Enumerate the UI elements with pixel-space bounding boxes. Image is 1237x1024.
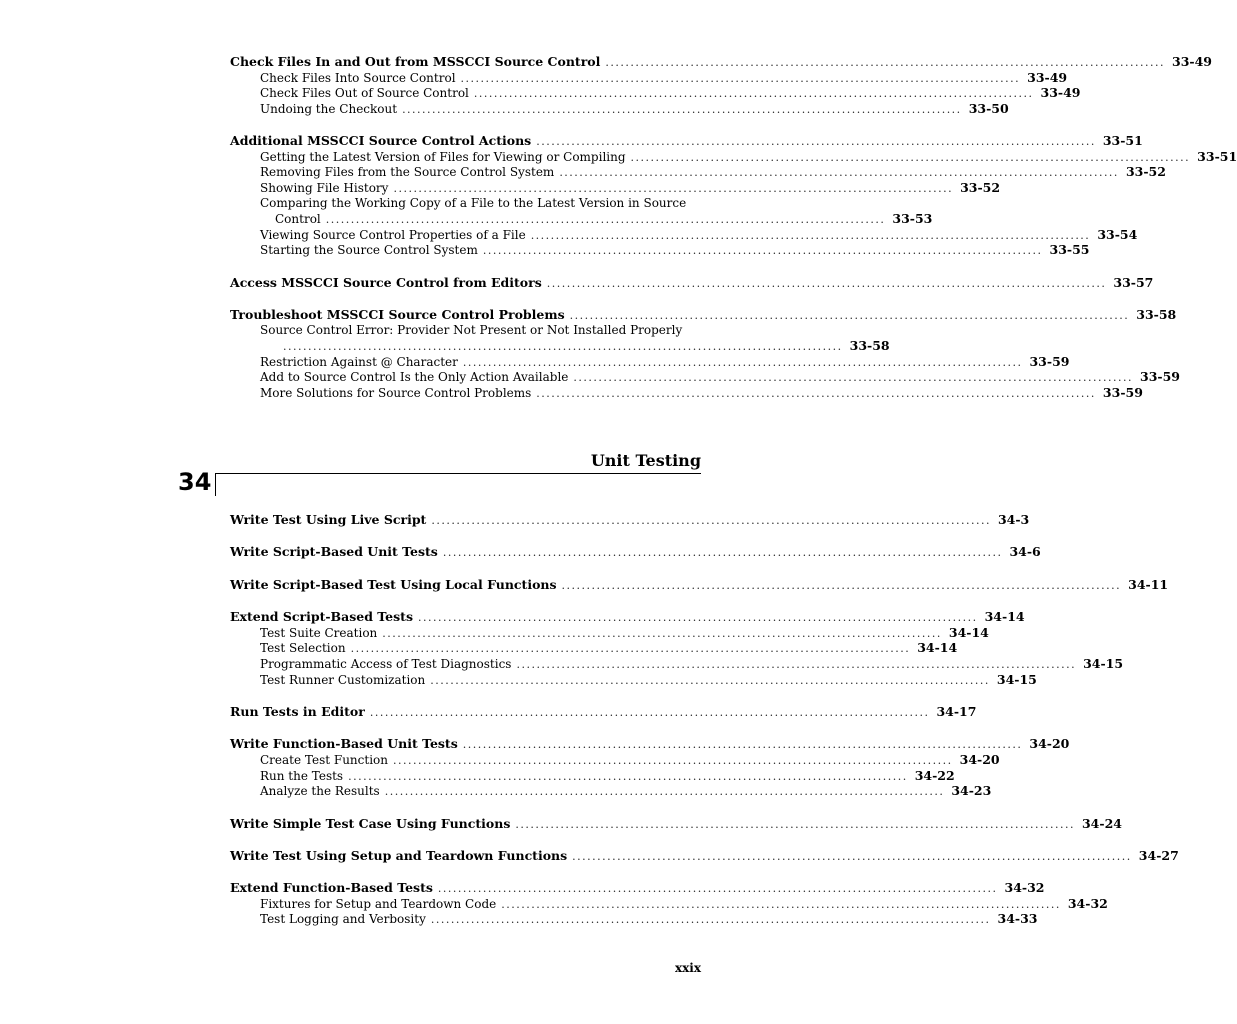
toc-entry-main[interactable] — [230, 544, 1041, 560]
toc-entry-page: 34-15 — [996, 671, 1037, 687]
toc-entry-title: Write Test Using Live Script — [230, 512, 427, 527]
dot-leader: ................................................................................................................ — [605, 56, 1165, 69]
toc-entry-page: 33-59 — [1102, 385, 1143, 401]
toc-entry-main[interactable] — [230, 133, 1143, 149]
toc-entry-title: More Solutions for Source Control Problems — [260, 386, 532, 401]
toc-entry-title: Starting the Source Control System — [260, 243, 478, 258]
toc-gap — [230, 831, 701, 848]
toc-entry-title: Analyze the Results — [260, 784, 380, 799]
toc-entry-main[interactable] — [230, 815, 1122, 832]
toc-entry-main[interactable] — [230, 880, 1045, 896]
dot-leader: ................................................................................................................ — [561, 578, 1122, 592]
toc-gap — [230, 863, 701, 880]
dot-leader: ................................................................................................................ — [516, 657, 1077, 671]
toc-entry-title: Add to Source Control Is the Only Action Available — [260, 370, 569, 385]
toc-entry-sub[interactable] — [230, 624, 989, 641]
toc-entry-sub[interactable] — [230, 353, 1070, 370]
toc-entry-title: Troubleshoot MSSCCI Source Control Problems — [230, 307, 565, 323]
dot-leader: ................................................................................................................ — [515, 817, 1075, 831]
toc-entry-sub[interactable] — [230, 164, 1166, 180]
toc-gap — [230, 258, 701, 275]
dot-leader: ................................................................................................................ — [325, 213, 886, 227]
toc-entry-main[interactable] — [230, 736, 1070, 752]
dot-leader: ................................................................................................................ — [384, 785, 945, 799]
toc-entry-title: Check Files In and Out from MSSCCI Source Control — [230, 54, 601, 69]
dot-leader: ................................................................................................................ — [382, 626, 942, 640]
dot-leader: ................................................................................................................ — [431, 514, 991, 527]
toc-entry-page: 34-32 — [1067, 895, 1108, 911]
dot-leader: ................................................................................................................ — [393, 181, 954, 195]
chapter-rule — [215, 473, 701, 474]
toc-entry-title: Access MSSCCI Source Control from Editors — [230, 274, 542, 290]
toc-entry-page: 33-52 — [1125, 164, 1166, 180]
toc-entry-main[interactable] — [230, 307, 1177, 323]
toc-top-section — [230, 54, 1237, 401]
toc-entry-sub[interactable] — [230, 211, 933, 227]
page-folio: xxix — [674, 961, 701, 975]
toc-entry-page: 34-27 — [1138, 847, 1179, 863]
chapter-header — [178, 448, 701, 498]
dot-leader: ................................................................................................................ — [462, 738, 1023, 752]
toc-entry-sub[interactable] — [230, 85, 1081, 101]
toc-entry-title: Write Test Using Setup and Teardown Functions — [230, 847, 568, 863]
toc-entry-sub[interactable] — [230, 783, 992, 799]
toc-entry-page: 33-55 — [1049, 242, 1090, 258]
toc-entry-main[interactable] — [230, 847, 1179, 864]
toc-entry-sub[interactable] — [230, 148, 1237, 165]
dot-leader: ................................................................................................................ — [536, 387, 1096, 401]
toc-gap — [230, 560, 701, 577]
toc-entry-sub[interactable] — [230, 671, 1037, 688]
chapter-number: 34 — [178, 468, 212, 496]
toc-entry-title: Test Logging and Verbosity — [260, 912, 426, 927]
toc-entry-page: 34-6 — [1009, 544, 1041, 560]
toc-entry-title: Removing Files from the Source Control System — [260, 165, 555, 180]
toc-entry-page: 33-54 — [1097, 226, 1138, 242]
dot-leader: ................................................................................................................ — [348, 769, 908, 783]
toc-entry-sub[interactable] — [230, 338, 890, 354]
toc-entry-page: 33-58 — [849, 338, 890, 354]
dot-leader: ................................................................................................................ — [442, 546, 1003, 560]
toc-entry-sub[interactable] — [230, 751, 1000, 768]
dot-leader: ................................................................................................................ — [630, 150, 1191, 164]
toc-entry-page: 33-49 — [1027, 69, 1068, 85]
dot-leader: ................................................................................................................ — [402, 102, 962, 116]
toc-entry-sub[interactable] — [230, 655, 1124, 672]
toc-entry-page: 34-14 — [984, 609, 1025, 625]
toc-entry-title: Run the Tests — [260, 768, 344, 783]
toc-entry-page: 34-32 — [1004, 880, 1045, 896]
chapter-rule-tick — [215, 473, 216, 496]
toc-entry-page: 34-24 — [1081, 815, 1122, 831]
toc-entry-page: 33-53 — [892, 211, 933, 227]
toc-entry-page: 33-49 — [1172, 54, 1212, 69]
toc-entry-title: Additional MSSCCI Source Control Actions — [230, 133, 532, 149]
toc-gap — [230, 290, 701, 307]
toc-entry-page: 34-22 — [914, 767, 955, 783]
dot-leader: ................................................................................................................ — [417, 611, 978, 625]
toc-entry-title: Showing File History — [260, 180, 389, 195]
toc-entry-sub[interactable] — [230, 242, 1090, 258]
dot-leader: ................................................................................................................ — [437, 882, 998, 896]
toc-entry-title: Comparing the Working Copy of a File to the Latest Version in Source — [260, 195, 687, 210]
toc-entry-title: Restriction Against @ Character — [260, 354, 458, 369]
dot-leader: ................................................................................................................ — [482, 244, 1043, 258]
toc-entry-sub[interactable] — [230, 323, 701, 339]
toc-chapter-section — [230, 512, 1179, 927]
toc-gap — [230, 687, 701, 704]
toc-entry-title: Programmatic Access of Test Diagnostics — [260, 656, 512, 671]
toc-entry-title: Write Simple Test Case Using Functions — [230, 815, 511, 831]
toc-entry-sub[interactable] — [230, 369, 1180, 385]
toc-gap — [230, 799, 701, 816]
toc-entry-page: 34-17 — [936, 703, 977, 719]
dot-leader: ................................................................................................................ — [393, 753, 953, 767]
chapter-title: Unit Testing — [590, 451, 701, 470]
toc-entry-main[interactable] — [230, 703, 977, 720]
dot-leader: ................................................................................................................ — [350, 642, 911, 656]
toc-gap — [230, 528, 701, 545]
dot-leader: ................................................................................................................ — [573, 371, 1134, 385]
toc-entry-sub[interactable] — [230, 179, 1001, 196]
toc-entry-page: 33-51 — [1102, 133, 1143, 149]
dot-leader: ................................................................................................................ — [559, 166, 1119, 180]
toc-entry-page: 33-57 — [1113, 274, 1154, 290]
toc-entry-title: Write Script-Based Test Using Local Functions — [230, 576, 557, 592]
toc-entry-title: Control — [275, 212, 321, 227]
toc-entry-main[interactable] — [230, 274, 1154, 291]
toc-entry-page: 34-11 — [1128, 576, 1169, 592]
dot-leader: ................................................................................................................ — [530, 228, 1091, 242]
toc-entry-sub[interactable] — [230, 226, 1138, 243]
toc-entry-sub[interactable] — [230, 100, 1009, 117]
dot-leader: ................................................................................................................ — [501, 897, 1061, 911]
dot-leader: ................................................................................................................ — [283, 340, 843, 354]
dot-leader: ................................................................................................................ — [536, 135, 1096, 149]
dot-leader: ................................................................................................................ — [460, 71, 1021, 85]
toc-entry-title: Check Files Out of Source Control — [260, 86, 469, 101]
toc-entry-sub[interactable] — [230, 640, 958, 656]
toc-entry-page: 33-59 — [1029, 353, 1070, 369]
dot-leader: ................................................................................................................ — [546, 276, 1107, 290]
toc-entry-title: Fixtures for Setup and Teardown Code — [260, 896, 497, 911]
toc-entry-page: 34-33 — [997, 911, 1038, 927]
toc-entry-title: Viewing Source Control Properties of a File — [260, 227, 526, 242]
toc-entry-title: Write Script-Based Unit Tests — [230, 544, 438, 560]
dot-leader: ................................................................................................................ — [569, 309, 1130, 323]
toc-entry-page: 33-51 — [1197, 148, 1237, 164]
toc-entry-sub[interactable] — [230, 767, 955, 784]
toc-entry-page: 33-49 — [1040, 85, 1081, 101]
dot-leader: ................................................................................................................ — [430, 913, 991, 927]
dot-leader: ................................................................................................................ — [473, 87, 1034, 101]
toc-entry-page: 34-15 — [1083, 655, 1124, 671]
toc-entry-page: 33-58 — [1136, 307, 1177, 323]
toc-entry-sub[interactable] — [230, 895, 1108, 912]
toc-entry-main[interactable] — [230, 576, 1169, 593]
toc-entry-page: 34-14 — [948, 624, 989, 640]
dot-leader: ................................................................................................................ — [430, 673, 990, 687]
toc-entry-main[interactable] — [230, 512, 1030, 528]
toc-entry-sub[interactable] — [230, 911, 1038, 927]
toc-entry-title: Test Selection — [260, 641, 346, 656]
toc-entry-title: Write Function-Based Unit Tests — [230, 736, 458, 752]
dot-leader: ................................................................................................................ — [462, 355, 1023, 369]
toc-entry-main[interactable] — [230, 609, 1025, 625]
toc-entry-main[interactable] — [230, 54, 1212, 70]
toc-gap — [230, 720, 701, 737]
toc-gap — [230, 592, 701, 609]
toc-entry-title: Undoing the Checkout — [260, 101, 398, 116]
toc-entry-page: 34-14 — [917, 640, 958, 656]
toc-entry-title: Run Tests in Editor — [230, 703, 365, 719]
toc-entry-sub[interactable] — [230, 196, 701, 212]
toc-gap — [230, 116, 701, 133]
toc-entry-page: 33-50 — [968, 100, 1009, 116]
dot-leader: ................................................................................................................ — [572, 849, 1132, 863]
toc-entry-title: Create Test Function — [260, 752, 388, 767]
toc-entry-page: 34-20 — [1029, 736, 1070, 752]
toc-entry-title: Source Control Error: Provider Not Present or Not Installed Properly — [260, 322, 683, 337]
toc-entry-title: Check Files Into Source Control — [260, 70, 456, 85]
toc-entry-title: Test Suite Creation — [260, 625, 378, 640]
toc-entry-page: 34-20 — [959, 751, 1000, 767]
toc-entry-page: 33-59 — [1140, 369, 1180, 385]
toc-entry-sub[interactable] — [230, 385, 1143, 401]
toc-entry-title: Extend Script-Based Tests — [230, 609, 413, 625]
toc-entry-page: 34-3 — [997, 512, 1030, 527]
toc-entry-title: Extend Function-Based Tests — [230, 880, 433, 896]
toc-entry-page: 34-23 — [951, 783, 992, 799]
toc-entry-page: 33-52 — [960, 179, 1001, 195]
toc-entry-sub[interactable] — [230, 69, 1068, 86]
toc-entry-title: Test Runner Customization — [260, 672, 426, 687]
toc-entry-title: Getting the Latest Version of Files for Viewing or Compiling — [260, 149, 626, 164]
dot-leader: ................................................................................................................ — [369, 705, 930, 719]
